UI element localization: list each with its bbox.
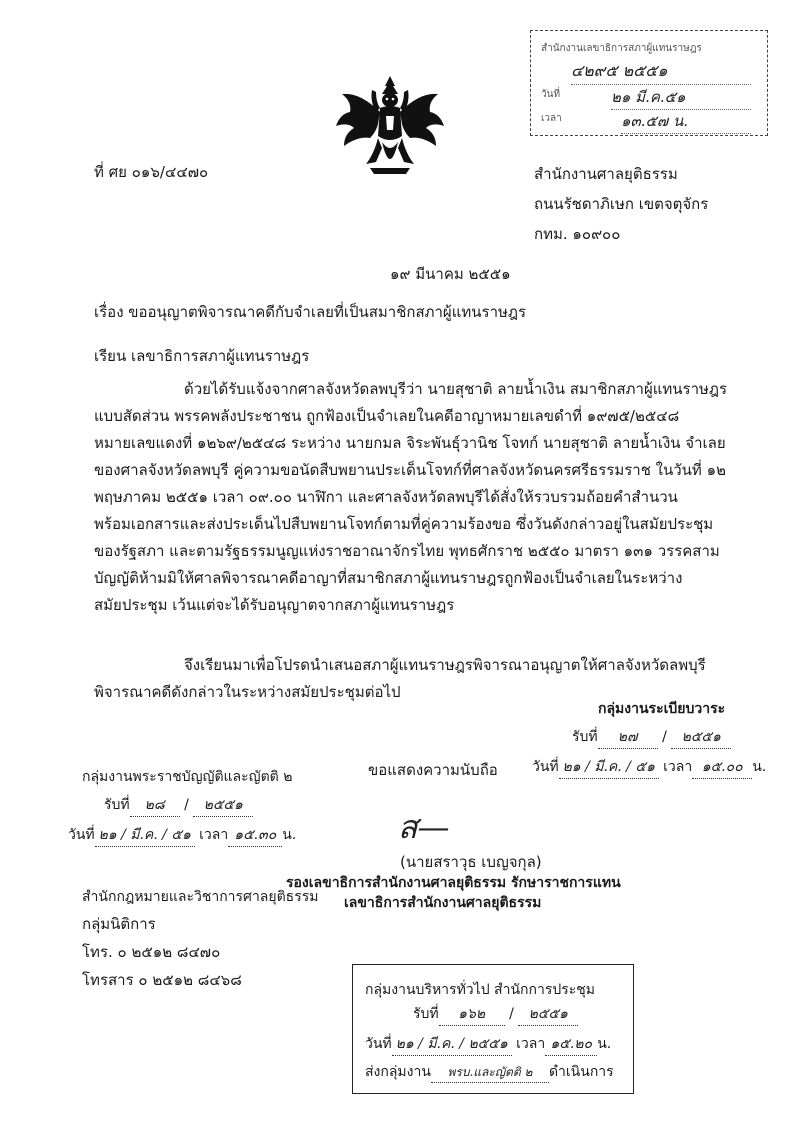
legislative-date-value: ๒๑ / มี.ค. / ๕๑	[95, 824, 195, 847]
recipient-line: เรียน เลขาธิการสภาผู้แทนราษฎร	[94, 347, 310, 365]
registry-time-label: เวลา	[663, 759, 693, 775]
bottom-received-no: ๑๖๒	[439, 1003, 505, 1026]
garuda-emblem	[330, 72, 450, 180]
sender-city: กทม. ๑๐๙๐๐	[534, 225, 621, 243]
registry-time-unit: น.	[752, 759, 767, 775]
registry-stamp-date	[532, 756, 766, 779]
bottom-time-value: ๑๕.๒๐	[545, 1033, 597, 1056]
bottom-date-value: ๒๑ / มี.ค. / ๒๕๕๑	[392, 1033, 512, 1056]
legislative-time-value: ๑๕.๓๐	[228, 824, 282, 847]
letter-date: ๑๙ มีนาคม ๒๕๕๑	[390, 265, 511, 283]
stamp-top-line2-value: ๒๑ มี.ค.๕๑	[611, 85, 751, 110]
stamp-top-line3-value: ๑๓.๕๗ น.	[621, 109, 751, 134]
registry-received-label: รับที่	[572, 729, 598, 745]
paragraph-line: พิจารณาคดีดังกล่าวในระหว่างสมัยประชุมต่อไป	[94, 683, 401, 701]
bottom-stamp-received: รับที่ ๑๖๒ / ๒๕๕๑	[413, 1003, 578, 1026]
bottom-forward-suffix: ดำเนินการ	[548, 1064, 614, 1080]
bottom-stamp-forward	[365, 1061, 614, 1083]
bottom-stamp-date	[365, 1033, 611, 1056]
bottom-time-unit: น.	[597, 1036, 612, 1052]
bottom-forward-label: ส่งกลุ่มงาน	[365, 1064, 431, 1080]
registry-received-year: ๒๕๕๑	[671, 726, 731, 749]
paragraph-line: หมายเลขแดงที่ ๑๒๖๙/๒๕๔๘ ระหว่าง นายกมล จิระพันธุ์วานิช โจทก์ นายสุชาติ ลายน้ำเงิน จำเลย	[94, 434, 726, 452]
sender-road: ถนนรัชดาภิเษก เขตจตุจักร	[534, 195, 709, 213]
registry-stamp-received: รับที่ ๒๗ / ๒๕๕๑	[572, 726, 731, 749]
paragraph-line: ของรัฐสภา และตามรัฐธรรมนูญแห่งราชอาณาจักรไทย พุทธศักราช ๒๕๕๐ มาตรา ๑๓๑ วรรคสาม	[94, 542, 720, 560]
legislative-stamp-date	[68, 824, 296, 847]
body-paragraph-1	[94, 376, 728, 619]
origin-group: กลุ่มนิติการ	[82, 915, 156, 933]
bottom-stamp-title: กลุ่มงานบริหารทั่วไป สำนักการประชุม	[365, 982, 596, 998]
bottom-forward-value: พรบ.และญัตติ ๒	[431, 1063, 549, 1083]
registry-stamp-title: กลุ่มงานระเบียบวาระ	[598, 701, 726, 717]
bottom-time-label: เวลา	[516, 1036, 546, 1052]
bottom-received-label: รับที่	[413, 1006, 439, 1022]
stamp-top-line1-label: สำนักงานเลขาธิการสภาผู้แทนราษฎร	[541, 43, 702, 54]
received-stamp-top	[530, 30, 768, 136]
signature: ส—	[398, 808, 450, 846]
bottom-received-year: ๒๕๕๑	[518, 1003, 578, 1026]
legislative-received-no: ๒๘	[130, 794, 180, 817]
sender-office: สำนักงานศาลยุติธรรม	[534, 165, 678, 183]
subject-line: เรื่อง ขออนุญาตพิจารณาคดีกับจำเลยที่เป็นสมาชิกสภาผู้แทนราษฎร	[94, 303, 527, 321]
legislative-date-label: วันที่	[68, 827, 95, 843]
legislative-stamp-received: รับที่ ๒๘ / ๒๕๕๑	[104, 794, 253, 817]
legislative-time-label: เวลา	[199, 827, 229, 843]
origin-bureau: สำนักกฎหมายและวิชาการศาลยุติธรรม	[82, 889, 319, 905]
received-stamp-bottom	[352, 964, 634, 1094]
registry-date-label: วันที่	[532, 759, 559, 775]
signatory-title-1: รองเลขาธิการสำนักงานศาลยุติธรรม รักษาราชการแทน	[286, 875, 621, 891]
paragraph-line: สมัยประชุม เว้นแต่จะได้รับอนุญาตจากสภาผู้แทนราษฎร	[94, 596, 455, 614]
bottom-date-label: วันที่	[365, 1036, 392, 1052]
legislative-time-unit: น.	[282, 827, 297, 843]
paragraph-line: บัญญัติห้ามมิให้ศาลพิจารณาคดีอาญาที่สมาชิกสภาผู้แทนราษฎรถูกฟ้องเป็นจำเลยในระหว่าง	[94, 569, 683, 587]
stamp-top-line2-label: วันที่	[541, 89, 561, 100]
signatory-name: (นายสราวุธ เบญจกุล)	[400, 853, 542, 871]
signatory-title-2: เลขาธิการสำนักงานศาลยุติธรรม	[344, 895, 542, 911]
origin-fax: โทรสาร ๐ ๒๕๑๒ ๘๔๖๘	[82, 971, 242, 989]
legislative-received-year: ๒๕๕๑	[193, 794, 253, 817]
paragraph-line: พฤษภาคม ๒๕๕๑ เวลา ๐๙.๐๐ นาฬิกา และศาลจังหวัดลพบุรีได้สั่งให้รวบรวมถ้อยคำสำนวน	[94, 488, 678, 506]
stamp-top-line3-label: เวลา	[541, 113, 562, 124]
paragraph-line: ด้วยได้รับแจ้งจากศาลจังหวัดลพบุรีว่า นายสุชาติ ลายน้ำเงิน สมาชิกสภาผู้แทนราษฎร	[184, 380, 728, 398]
paragraph-line: จึงเรียนมาเพื่อโปรดนำเสนอสภาผู้แทนราษฎรพิจารณาอนุญาตให้ศาลจังหวัดลพบุรี	[184, 656, 706, 674]
registry-date-value: ๒๑ / มี.ค. / ๕๑	[559, 756, 659, 779]
paragraph-line: พร้อมเอกสารและส่งประเด็นไปสืบพยานโจทก์ตามที่คู่ความร้องขอ ซึ่งวันดังกล่าวอยู่ในสมัยประชุม	[94, 515, 714, 533]
closing-text: ขอแสดงความนับถือ	[368, 761, 498, 779]
registry-received-no: ๒๗	[598, 726, 658, 749]
stamp-top-line1-value: ๔๒๙๕ ๒๕๕๑	[571, 59, 751, 85]
legislative-received-label: รับที่	[104, 797, 130, 813]
legislative-stamp-title: กลุ่มงานพระราชบัญญัติและญัตติ ๒	[82, 769, 293, 785]
origin-phone: โทร. ๐ ๒๕๑๒ ๘๔๗๐	[82, 943, 221, 961]
letter-number: ที่ ศย ๐๑๖/๔๔๗๐	[94, 163, 209, 181]
registry-time-value: ๑๕.๐๐	[692, 756, 752, 779]
paragraph-line: แบบสัดส่วน พรรคพลังประชาชน ถูกฟ้องเป็นจำเลยในคดีอาญาหมายเลขดำที่ ๑๙๗๕/๒๕๔๘	[94, 407, 680, 425]
paragraph-line: ของศาลจังหวัดลพบุรี คู่ความขอนัดสืบพยานประเด็นโจทก์ที่ศาลจังหวัดนครศรีธรรมราช ในวันที่ ๑๒	[94, 461, 726, 479]
